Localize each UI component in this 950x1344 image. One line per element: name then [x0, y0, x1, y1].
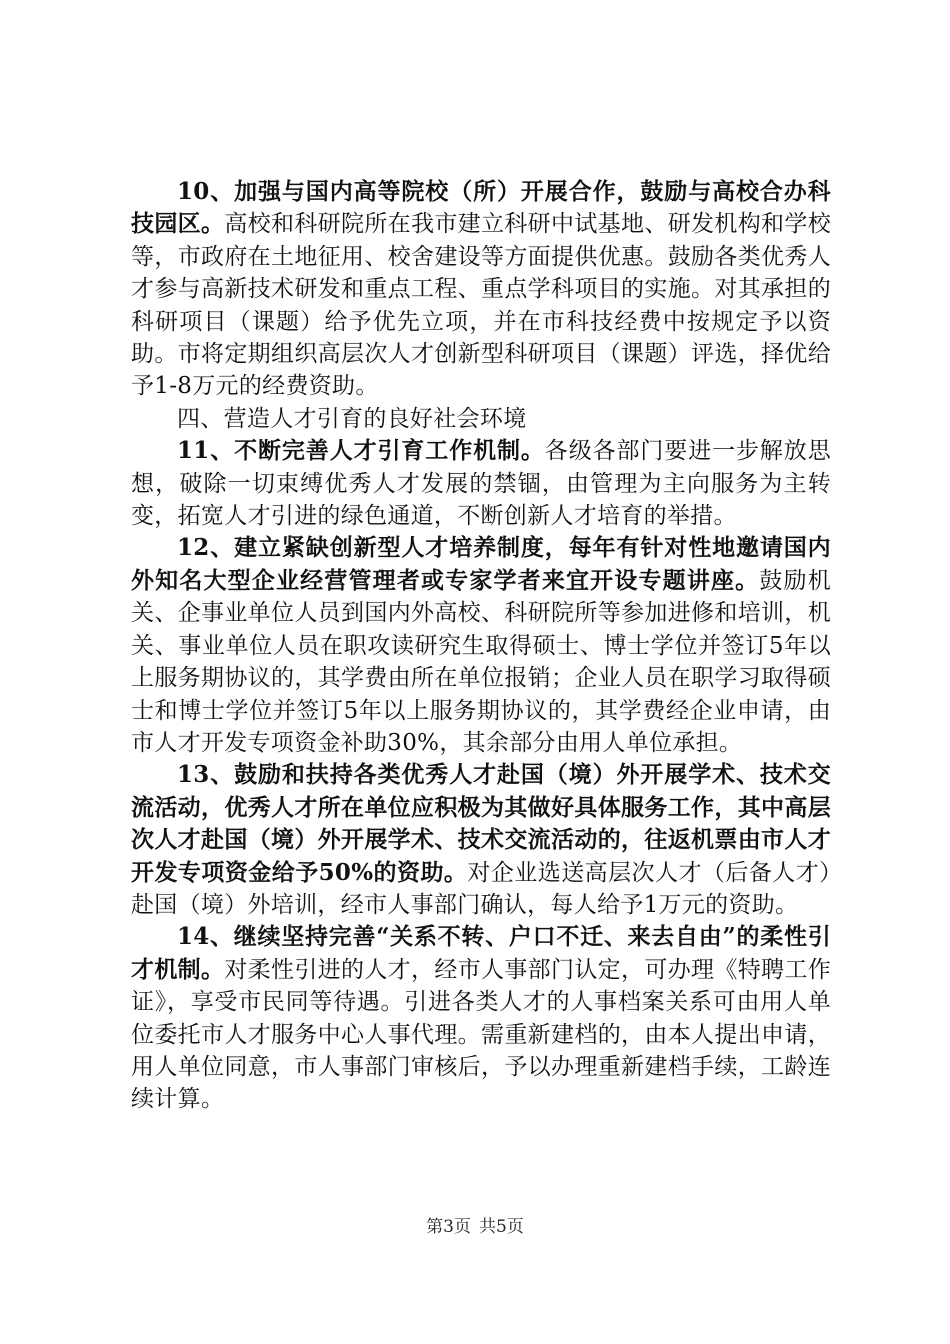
page-total: 共5页 [479, 1217, 524, 1237]
paragraph-lead: 14、继续坚持完善“关系不转、户口不迁、来去自由”的柔性引才机制。 [131, 923, 831, 983]
page-number: 第3页 [426, 1217, 471, 1237]
paragraph-text: 鼓励机关、企事业单位人员到国内外高校、科研院所等参加进修和培训，机关、事业单位人员在职攻读研究生取得硕士、博士学位并签订5年以上服务期协议的，其学费由所在单位报销；企业人员在职学习取得硕士和博士学位并签订5年以上服务期协议的，其学费经企业申请，由市人才开发专项资金补助30%，其余部分由用人单位承担。 [131, 567, 831, 756]
paragraph-13 [131, 759, 831, 921]
paragraph-text: 对柔性引进的人才，经市人事部门认定，可办理《特聘工作证》，享受市民同等待遇。引进各类人才的人事档案关系可由用人单位委托市人才服务中心人事代理。需重新建档的，由本人提出申请，用人单位同意，市人事部门审核后，予以办理重新建档手续，工龄连续计算。 [131, 956, 831, 1113]
paragraph-lead: 12、建立紧缺创新型人才培养制度，每年有针对性地邀请国内外知名大型企业经营管理者或专家学者来宜开设专题讲座。 [131, 534, 831, 594]
paragraph-10 [131, 176, 831, 403]
document-body [131, 176, 831, 1116]
paragraph-lead: 11、不断完善人才引育工作机制。 [177, 437, 545, 465]
section-heading-text: 四、营造人才引育的良好社会环境 [177, 405, 527, 432]
section-heading-4 [131, 403, 831, 435]
paragraph-lead: 13、鼓励和扶持各类优秀人才赴国（境）外开展学术、技术交流活动，优秀人才所在单位应积极为其做好具体服务工作，其中高层次人才赴国（境）外开展学术、技术交流活动的，往返机票由市人才开发专项资金给予50%的资助。 [131, 761, 831, 886]
paragraph-text: 对企业选送高层次人才（后备人才）赴国（境）外培训，经市人事部门确认，每人给予1万元的资助。 [131, 859, 831, 918]
page-footer [0, 1212, 950, 1237]
paragraph-text: 高校和科研院所在我市建立科研中试基地、研发机构和学校等，市政府在土地征用、校舍建设等方面提供优惠。鼓励各类优秀人才参与高新技术研发和重点工程、重点学科项目的实施。对其承担的科研项目（课题）给予优先立项，并在市科技经费中按规定予以资助。市将定期组织高层次人才创新型科研项目（课题）评选，择优给予1-8万元的经费资助。 [131, 211, 831, 400]
paragraph-14 [131, 921, 831, 1115]
paragraph-text: 各级各部门要进一步解放思想，破除一切束缚优秀人才发展的禁锢，由管理为主向服务为主转变，拓宽人才引进的绿色通道，不断创新人才培育的举措。 [131, 438, 831, 530]
paragraph-11 [131, 435, 831, 532]
paragraph-12 [131, 532, 831, 759]
paragraph-lead: 10、加强与国内高等院校（所）开展合作，鼓励与高校合办科技园区。 [131, 178, 831, 238]
